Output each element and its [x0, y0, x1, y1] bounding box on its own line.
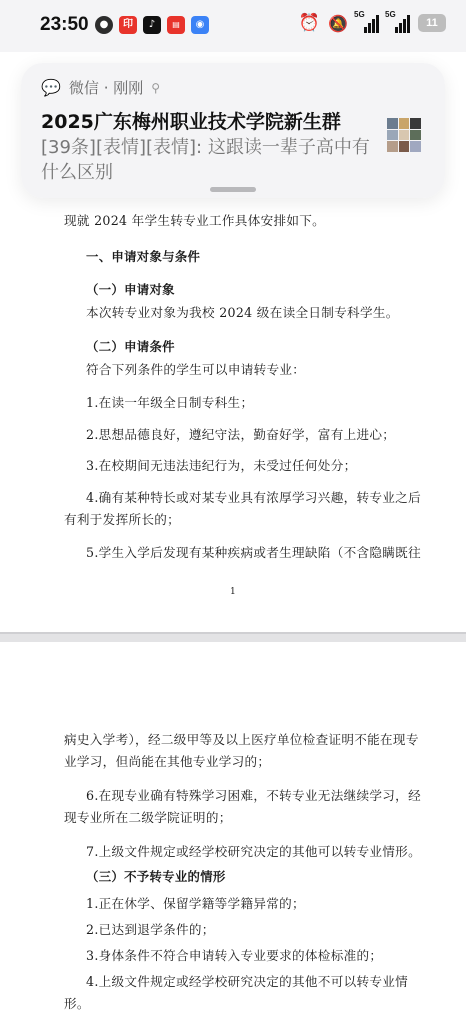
signal-icon-2: 5G — [387, 13, 410, 33]
document-text-line: 4.上级文件规定或经学校研究决定的其他不可以转专业情 — [86, 974, 409, 989]
document-text-line: 1.正在休学、保留学籍等学籍异常的； — [86, 896, 305, 911]
tiktok-icon: ♪ — [143, 16, 161, 34]
document-text-line: 2.已达到退学条件的； — [86, 922, 215, 937]
document-text-line: （二）申请条件 — [86, 339, 175, 354]
status-bar — [0, 0, 466, 52]
document-text-line: 本次转专业对象为我校 2024 级在读全日制专科学生。 — [86, 305, 399, 320]
page-number: 1 — [230, 587, 237, 597]
status-app-icons — [95, 16, 209, 34]
document-text-line: 4.确有某种特长或对某专业具有浓厚学习兴趣，转专业之后 — [86, 490, 421, 505]
document-text-line: 3.在校期间无违法违纪行为，未受过任何处分； — [86, 458, 357, 473]
clock: 23:50 — [40, 14, 89, 35]
pin-icon: ⚲ — [151, 80, 161, 95]
mute-icon: 🔕 — [328, 13, 348, 33]
document-text-line: 1.在读一年级全日制专科生； — [86, 395, 254, 410]
document-page-2[interactable] — [0, 642, 466, 1024]
document-text-line: （一）申请对象 — [86, 282, 175, 297]
document-text-line: 现专业所在二级学院证明的； — [64, 810, 232, 825]
document-text-line: 符合下列条件的学生可以申请转专业： — [86, 362, 306, 377]
wechat-icon: ● — [95, 16, 113, 34]
document-text-line: 2.思想品德良好，遵纪守法，勤奋好学，富有上进心； — [86, 427, 396, 442]
notification-header — [41, 77, 160, 98]
signal-icon: 5G — [356, 13, 379, 33]
group-avatar — [387, 118, 421, 152]
document-text-line: 现就 2024 年学生转专业工作具体安排如下。 — [64, 213, 326, 228]
document-text-line: 病史入学考），经二级甲等及以上医疗单位检查证明不能在现专 — [64, 732, 419, 747]
notification-banner[interactable] — [21, 63, 445, 198]
document-text-line: 3.身体条件不符合申请转入专业要求的体检标准的； — [86, 948, 383, 963]
document-text-line: 形。 — [64, 996, 90, 1011]
notification-title: 2025广东梅州职业技术学院新生群 — [41, 111, 341, 133]
stamp-icon: 印 — [119, 16, 137, 34]
battery-icon: 11 — [418, 14, 446, 32]
browser-icon: ◉ — [191, 16, 209, 34]
document-text-line: 7.上级文件规定或经学校研究决定的其他可以转专业情形。 — [86, 844, 421, 859]
document-text-line: 有利于发挥所长的； — [64, 512, 181, 527]
drag-handle[interactable] — [210, 187, 256, 192]
document-text-line: 5.学生入学后发现有某种疾病或者生理缺陷（不含隐瞒既往 — [86, 545, 421, 560]
document-text-line: （三）不予转专业的情形 — [86, 869, 226, 884]
document-text-line: 一、申请对象与条件 — [86, 249, 201, 264]
system-icons — [298, 10, 446, 33]
notification-source: 微信 · 刚刚 — [68, 79, 144, 97]
document-text-line: 业学习，但尚能在其他专业学习的； — [64, 754, 271, 769]
news-icon: ▤ — [167, 16, 185, 34]
document-text-line: 6.在现专业确有特殊学习困难，不转专业无法继续学习，经 — [86, 788, 421, 803]
notification-body: [39条][表情][表情]: 这跟读一辈子高中有什么区别 — [41, 137, 370, 183]
wechat-icon: 💬 — [41, 78, 61, 97]
alarm-icon: ⏰ — [298, 13, 321, 33]
